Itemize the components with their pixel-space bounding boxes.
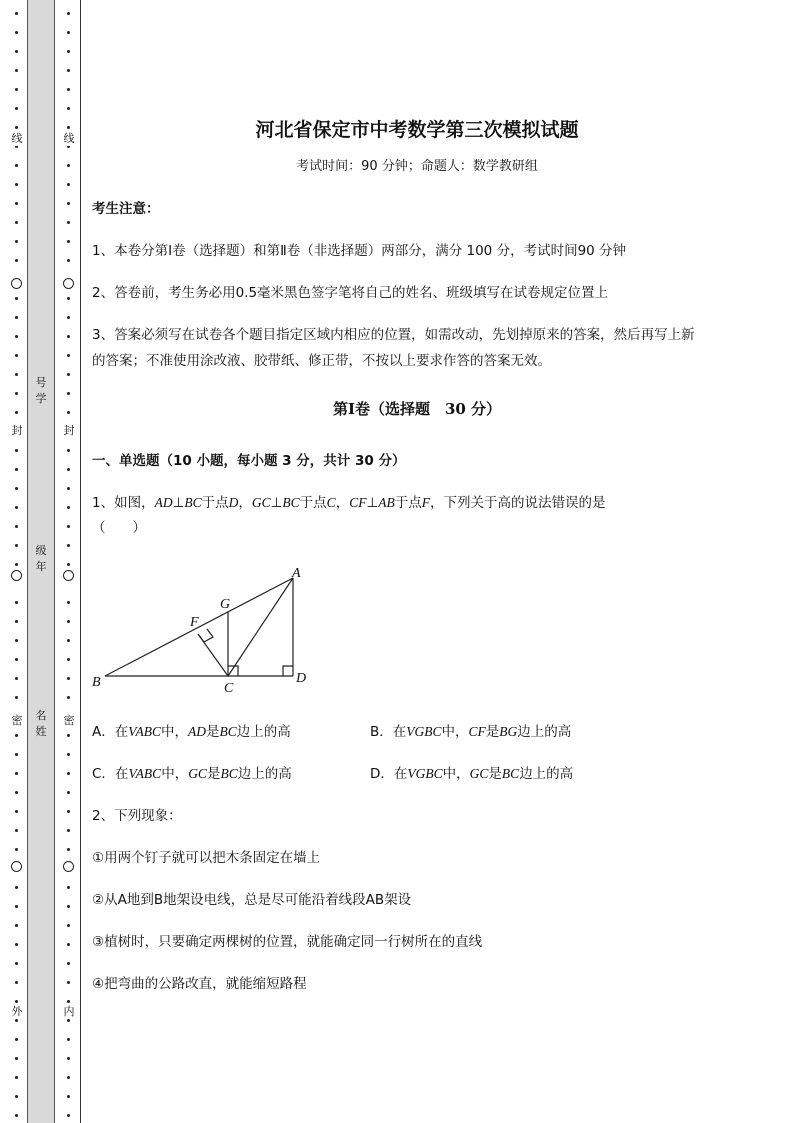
binding-dot — [67, 506, 70, 509]
exam-subtitle: 考试时间：90 分钟；命题人：数学教研组 — [296, 159, 538, 174]
binding-dot — [67, 848, 70, 851]
option-base: BC — [220, 766, 238, 781]
binding-dot — [67, 525, 70, 528]
binding-hole-icon — [63, 570, 74, 581]
binding-dot — [15, 50, 18, 53]
q1-perp: ⊥ — [172, 495, 185, 511]
option-text: 边上的高 — [519, 766, 574, 782]
binding-dot — [67, 1076, 70, 1079]
binding-dot — [67, 449, 70, 452]
notice-item-3: 3、答案必须写在试卷各个题目指定区域内相应的位置，如需改动，先划掉原来的答案，然后再写上新 — [92, 327, 695, 343]
inner-marker-inside: 内 — [63, 1005, 75, 1018]
option-triangle: VGBC — [407, 766, 443, 781]
binding-dot — [67, 1114, 70, 1117]
binding-dot — [15, 601, 18, 604]
outer-marker-outside: 外 — [11, 1005, 23, 1018]
binding-dot — [15, 696, 18, 699]
q1-text: ，下列关于高的说法错误的是 — [429, 495, 606, 511]
binding-dot — [15, 829, 18, 832]
binding-dot — [15, 449, 18, 452]
binding-dot — [15, 563, 18, 566]
binding-dot — [67, 563, 70, 566]
binding-dot — [67, 12, 70, 15]
q1-segment: GC — [251, 495, 271, 510]
option-base: BC — [501, 766, 520, 781]
option-base: BG — [499, 724, 518, 739]
binding-dot — [15, 240, 18, 243]
binding-dot — [15, 316, 18, 319]
option-label: B．在 — [370, 724, 407, 740]
name-label: 名姓 — [35, 709, 47, 738]
binding-dot — [15, 1076, 18, 1079]
option-text: 边上的高 — [517, 724, 572, 740]
binding-dot — [67, 107, 70, 110]
binding-dot — [15, 658, 18, 661]
binding-dot — [67, 1038, 70, 1041]
option-segment: AD — [188, 724, 206, 739]
binding-dot — [67, 31, 70, 34]
segment-BA — [105, 578, 293, 676]
binding-dot — [67, 183, 70, 186]
binding-hole-icon — [63, 278, 74, 289]
binding-dot — [67, 316, 70, 319]
label-C: C — [224, 681, 234, 696]
binding-hole-icon — [11, 570, 22, 581]
option-triangle: VABC — [128, 724, 161, 739]
grade-label: 级年 — [35, 544, 47, 573]
binding-dot — [67, 221, 70, 224]
binding-dot — [15, 221, 18, 224]
binding-dot — [15, 734, 18, 737]
q1-segment: BC — [184, 495, 202, 510]
binding-dot — [15, 31, 18, 34]
binding-dot — [15, 354, 18, 357]
option-label: C．在 — [92, 766, 129, 782]
option-text: 是 — [488, 766, 502, 782]
binding-dot — [67, 639, 70, 642]
binding-dot — [15, 1057, 18, 1060]
binding-dot — [15, 88, 18, 91]
binding-dot — [67, 392, 70, 395]
binding-dot — [15, 924, 18, 927]
binding-dot — [15, 392, 18, 395]
label-B: B — [92, 675, 101, 690]
binding-dot — [15, 544, 18, 547]
binding-dot — [67, 791, 70, 794]
binding-dot — [15, 810, 18, 813]
binding-dot — [15, 1038, 18, 1041]
right-angle-F — [198, 629, 213, 642]
triangle-figure — [88, 560, 328, 700]
binding-dot — [15, 1019, 18, 1022]
binding-dot — [15, 791, 18, 794]
binding-dot — [67, 544, 70, 547]
q2-item-2: ②从A地到B地架设电线，总是尽可能沿着线段AB架设 — [92, 892, 412, 908]
binding-dot — [15, 639, 18, 642]
option-triangle: VABC — [128, 766, 162, 781]
right-angle-D — [283, 666, 293, 676]
binding-dot — [15, 297, 18, 300]
binding-dot — [67, 373, 70, 376]
option-label: D．在 — [370, 766, 408, 782]
binding-dot — [67, 810, 70, 813]
q1-segment: AB — [378, 495, 395, 510]
q2-item-3: ③植树时，只要确定两棵树的位置，就能确定同一行树所在的直线 — [92, 934, 483, 950]
option-b[interactable] — [370, 723, 571, 741]
binding-dot — [15, 487, 18, 490]
q1-text: 1、如图， — [92, 495, 155, 511]
binding-dot — [67, 468, 70, 471]
outer-marker-line: 线 — [11, 132, 23, 145]
student-number-label: 号学 — [35, 376, 47, 405]
inner-marker-secret: 密 — [63, 714, 75, 727]
page-title: 河北省保定市中考数学第三次模拟试题 — [255, 119, 579, 141]
binding-dot — [15, 1000, 18, 1003]
binding-dot — [67, 943, 70, 946]
q1-perp: ⊥ — [270, 495, 283, 511]
option-text: 中， — [442, 766, 470, 782]
binding-dot — [67, 981, 70, 984]
label-D: D — [296, 671, 307, 686]
binding-dot — [15, 1095, 18, 1098]
question-2-stem: 2、下列现象： — [92, 808, 182, 824]
option-d[interactable] — [370, 765, 573, 783]
binding-dot — [67, 829, 70, 832]
binding-dot — [67, 202, 70, 205]
segment-AC — [228, 578, 293, 676]
binding-dot — [67, 601, 70, 604]
label-G: G — [220, 597, 231, 612]
q1-point: D — [228, 495, 239, 510]
binding-dot — [67, 1095, 70, 1098]
binding-dot — [67, 924, 70, 927]
option-text: 中， — [161, 766, 189, 782]
binding-dot — [67, 335, 70, 338]
q1-text: 于点 — [201, 495, 229, 511]
binding-hole-icon — [11, 278, 22, 289]
binding-dot — [67, 734, 70, 737]
option-segment: GC — [188, 766, 207, 781]
binding-dot — [15, 772, 18, 775]
binding-dot — [15, 943, 18, 946]
binding-dot — [67, 259, 70, 262]
binding-dot — [67, 620, 70, 623]
binding-dot — [67, 962, 70, 965]
notice-item-2: 2、答卷前，考生务必用0.5毫米黑色签字笔将自己的姓名、班级填写在试卷规定位置上 — [92, 285, 609, 301]
binding-dot — [15, 886, 18, 889]
binding-dot — [67, 50, 70, 53]
inner-marker-line: 线 — [63, 132, 75, 145]
option-segment: GC — [469, 766, 489, 781]
binding-dot — [67, 696, 70, 699]
q1-segment: CF — [349, 495, 367, 510]
label-F: F — [190, 615, 199, 630]
question-1-stem — [92, 494, 605, 512]
binding-dot — [67, 297, 70, 300]
binding-dot — [15, 69, 18, 72]
q1-perp: ⊥ — [366, 495, 379, 511]
option-text: 是 — [206, 766, 221, 782]
q1-text: ， — [238, 495, 252, 511]
binding-dot — [15, 107, 18, 110]
binding-dot — [15, 183, 18, 186]
label-A: A — [292, 566, 301, 581]
binding-dot — [67, 69, 70, 72]
q1-text: 于点 — [394, 495, 422, 511]
binding-dot — [67, 886, 70, 889]
option-text: 是 — [206, 724, 220, 740]
binding-dot — [15, 962, 18, 965]
outer-marker-seal: 封 — [11, 424, 23, 437]
binding-dot — [67, 905, 70, 908]
q1-point: C — [326, 495, 336, 510]
option-c[interactable] — [92, 765, 292, 783]
q1-point: F — [421, 495, 430, 510]
notice-heading: 考生注意： — [92, 201, 160, 217]
option-label: A．在 — [92, 724, 129, 740]
option-text: 中， — [161, 724, 188, 740]
binding-hole-icon — [11, 861, 22, 872]
binding-dot — [15, 1114, 18, 1117]
binding-dot — [67, 1057, 70, 1060]
q1-segment: BC — [282, 495, 300, 510]
option-triangle: VGBC — [406, 724, 442, 739]
option-a[interactable] — [92, 723, 291, 741]
part-one-title: 第Ⅰ卷（选择题 30 分） — [332, 400, 502, 418]
binding-dot — [67, 88, 70, 91]
q2-item-1: ①用两个钉子就可以把木条固定在墙上 — [92, 850, 321, 866]
binding-dot — [67, 1000, 70, 1003]
notice-item-1: 1、本卷分第Ⅰ卷（选择题）和第Ⅱ卷（非选择题）两部分，满分 100 分，考试时间90 分钟 — [92, 243, 627, 259]
binding-dot — [15, 525, 18, 528]
binding-dot — [15, 848, 18, 851]
binding-dot — [67, 658, 70, 661]
binding-dot — [15, 506, 18, 509]
inner-marker-seal: 封 — [63, 424, 75, 437]
option-text: 是 — [485, 724, 500, 740]
binding-dot — [15, 468, 18, 471]
binding-dot — [67, 487, 70, 490]
question-1-answer-paren: （ ） — [92, 520, 146, 536]
binding-dot — [67, 772, 70, 775]
binding-dot — [15, 12, 18, 15]
q1-text: 于点 — [299, 495, 327, 511]
binding-dot — [15, 335, 18, 338]
q1-segment: AD — [154, 495, 173, 510]
option-text: 边上的高 — [236, 724, 291, 740]
binding-dot — [15, 620, 18, 623]
binding-dot — [67, 354, 70, 357]
binding-dot — [67, 677, 70, 680]
notice-item-3-cont: 的答案；不准使用涂改液、胶带纸、修正带，不按以上要求作答的答案无效。 — [92, 353, 551, 369]
option-text: 中， — [441, 724, 469, 740]
option-base: BC — [219, 724, 237, 739]
binding-dot — [67, 1019, 70, 1022]
q1-text: ， — [335, 495, 350, 511]
binding-dot — [15, 981, 18, 984]
q2-item-4: ④把弯曲的公路改直，就能缩短路程 — [92, 976, 307, 992]
outer-marker-secret: 密 — [11, 714, 23, 727]
option-segment: CF — [468, 724, 486, 739]
binding-dot — [67, 753, 70, 756]
binding-hole-icon — [63, 861, 74, 872]
binding-dot — [15, 373, 18, 376]
binding-dot — [15, 259, 18, 262]
binding-dot — [15, 905, 18, 908]
binding-dot — [15, 202, 18, 205]
binding-dot — [15, 753, 18, 756]
binding-dot — [15, 677, 18, 680]
option-text: 边上的高 — [237, 766, 292, 782]
section-heading: 一、单选题（10 小题，每小题 3 分，共计 30 分） — [92, 453, 406, 469]
binding-dot — [67, 240, 70, 243]
